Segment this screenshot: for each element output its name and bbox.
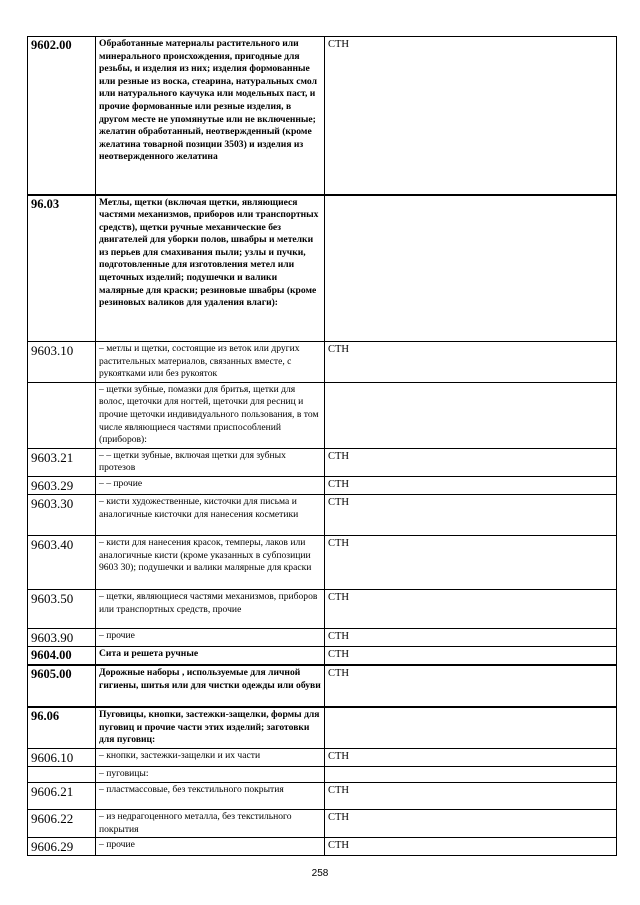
table-row [28,476,617,494]
row-note: СТН [325,646,617,665]
table-row [28,707,617,749]
row-description: Сита и решета ручные [96,646,325,665]
table-row [28,838,617,856]
row-code: 9606.21 [28,783,96,810]
row-note: СТН [325,37,617,195]
row-description: – пуговицы: [96,767,325,783]
table-row [28,665,617,707]
row-note: СТН [325,665,617,707]
table-row [28,749,617,767]
row-description: – кисти художественные, кисточки для письма и аналогичные кисточки для нанесения косметики [96,494,325,535]
table-row [28,448,617,476]
row-code: 96.06 [28,707,96,749]
row-code: 9605.00 [28,665,96,707]
row-note: СТН [325,838,617,856]
row-note: СТН [325,810,617,838]
table-row [28,767,617,783]
row-description: – щетки, являющиеся частями механизмов, приборов или транспортных средств, прочие [96,589,325,628]
row-description: – из недрагоценного металла, без текстильного покрытия [96,810,325,838]
row-code [28,382,96,448]
table-row [28,589,617,628]
row-note: СТН [325,589,617,628]
row-code: 96.03 [28,195,96,342]
row-note: СТН [325,535,617,589]
row-note [325,707,617,749]
row-description: – щетки зубные, помазки для бритья, щетки для волос, щеточки для ногтей, щеточки для ресниц и прочие щеточки индивидуального пользования, в том числе являющиеся частями приспособлений (приборов): [96,382,325,448]
row-note: СТН [325,494,617,535]
row-note: СТН [325,342,617,383]
row-code: 9603.29 [28,476,96,494]
row-description: Пуговицы, кнопки, застежки-защелки, формы для пуговиц и прочие части этих изделий; заготовки для пуговиц: [96,707,325,749]
row-note [325,382,617,448]
row-description: Дорожные наборы , используемые для личной гигиены, шитья или для чистки одежды или обуви [96,665,325,707]
table-row [28,646,617,665]
row-code: 9606.22 [28,810,96,838]
row-code: 9606.10 [28,749,96,767]
row-note [325,195,617,342]
row-description: – кисти для нанесения красок, темперы, лаков или аналогичные кисти (кроме указанных в субпозиции 9603 30); подушечки и валики малярные для краски [96,535,325,589]
row-note: СТН [325,476,617,494]
row-code: 9603.10 [28,342,96,383]
row-code: 9602.00 [28,37,96,195]
row-note: СТН [325,749,617,767]
table-row [28,628,617,646]
table-row [28,382,617,448]
row-description: – – щетки зубные, включая щетки для зубных протезов [96,448,325,476]
row-description: – пластмассовые, без текстильного покрытия [96,783,325,810]
row-description: Метлы, щетки (включая щетки, являющиеся частями механизмов, приборов или транспортных средств), щетки ручные механические без двигателей для уборки полов, швабры и метелки из перьев для смахивания пыли; узлы и пучки, подготовленные для изготовления метел или щеточных изделий; подушечки и валики малярные для краски; резиновые швабры (кроме резиновых валиков для удаления влаги): [96,195,325,342]
row-description: – метлы и щетки, состоящие из веток или других растительных материалов, связанных вместе, с рукоятками или без рукояток [96,342,325,383]
row-description: – прочие [96,838,325,856]
table-row [28,783,617,810]
row-code: 9604.00 [28,646,96,665]
row-code: 9603.21 [28,448,96,476]
row-description: Обработанные материалы растительного или минерального происхождения, пригодные для резьбы, и изделия из них; изделия формованные или резные из воска, стеарина, натуральных смол или натурального каучука или модельных паст, и прочие формованные или резные изделия, в другом месте не упомянутые или не включенные; желатин обработанный, неотвержденный (кроме желатина товарной позиции 3503) и изделия из неотвержденного желатина [96,37,325,195]
table-row [28,342,617,383]
page-number: 258 [311,868,329,879]
row-note: СТН [325,628,617,646]
table-row [28,195,617,342]
row-code: 9603.90 [28,628,96,646]
row-code: 9606.29 [28,838,96,856]
table-row [28,494,617,535]
tariff-table [27,36,617,856]
row-description: – кнопки, застежки-защелки и их части [96,749,325,767]
table-row [28,37,617,195]
row-code [28,767,96,783]
row-description: – прочие [96,628,325,646]
row-code: 9603.40 [28,535,96,589]
row-description: – – прочие [96,476,325,494]
row-note [325,767,617,783]
table-row [28,535,617,589]
row-code: 9603.30 [28,494,96,535]
row-note: СТН [325,448,617,476]
row-code: 9603.50 [28,589,96,628]
row-note: СТН [325,783,617,810]
table-row [28,810,617,838]
